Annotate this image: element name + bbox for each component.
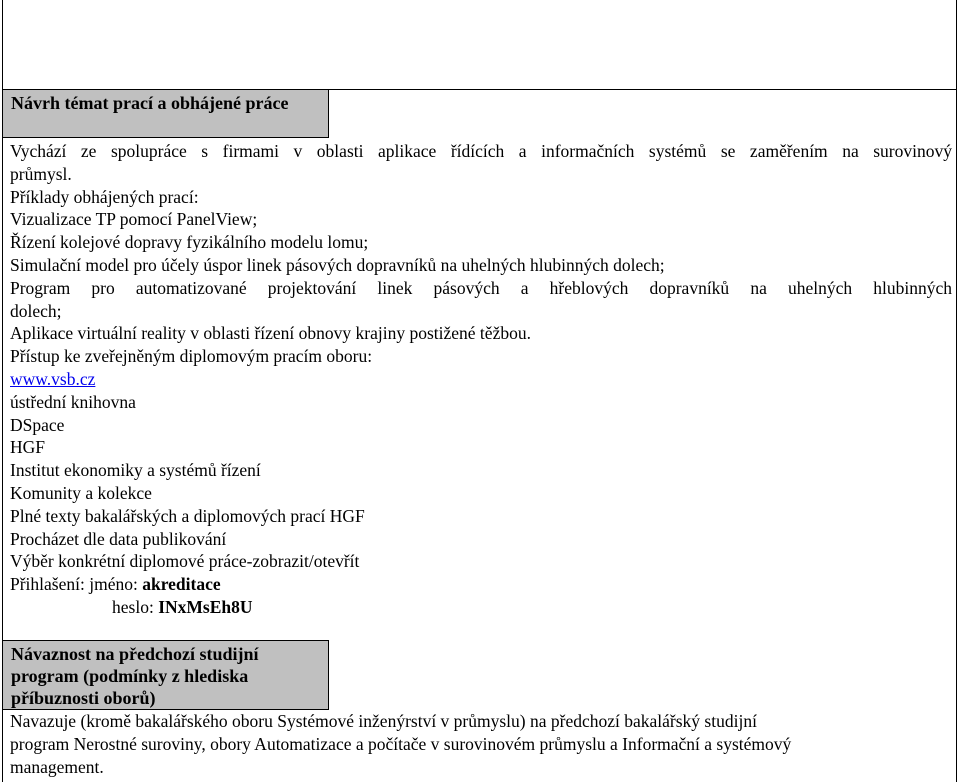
text-line: Program pro automatizované projektování linek pásových a hřeblových dopravníků na uhelných hlubinných xyxy=(10,277,952,298)
path-line: DSpace xyxy=(10,414,65,435)
password-value: INxMsEh8U xyxy=(158,596,253,617)
path-line: HGF xyxy=(10,437,46,458)
empty-top-cell xyxy=(2,0,957,90)
path-line: Procházet dle data publikování xyxy=(10,528,227,549)
password-line xyxy=(10,596,952,619)
path-line: Institut ekonomiky a systémů řízení xyxy=(10,460,261,481)
path-line: ústřední knihovna xyxy=(10,391,136,412)
text-line: Řízení kolejové dopravy fyzikálního modelu lomu; xyxy=(10,232,369,253)
section-body-continuity xyxy=(10,710,952,778)
text-line: Aplikace virtuální reality v oblasti řízení obnovy krajiny postižené těžbou. xyxy=(10,323,531,344)
text-line: dolech; xyxy=(10,300,62,321)
login-line xyxy=(10,573,952,596)
vsb-link[interactable]: www.vsb.cz xyxy=(10,368,96,389)
section-heading-topics: Návrh témat prací a obhájené práce xyxy=(3,90,329,138)
text-line: Navazuje (kromě bakalářského oboru Systémové inženýrství v průmyslu) na předchozí bakalářský studijní xyxy=(10,711,757,731)
section-heading-continuity: Návaznost na předchozí studijní program (podmínky z hlediska příbuznosti oborů) xyxy=(3,640,329,710)
login-label: Přihlašení: jméno: xyxy=(10,574,143,595)
text-line: průmysl. xyxy=(10,163,72,184)
section-body-topics xyxy=(10,140,952,619)
path-line: Plné texty bakalářských a diplomových prací HGF xyxy=(10,505,365,526)
text-line: Vychází ze spolupráce s firmami v oblasti aplikace řídících a informačních systémů se zaměřením na surovinový xyxy=(10,141,952,161)
text-line: Simulační model pro účely úspor linek pásových dopravníků na uhelných hlubinných dolech; xyxy=(10,254,665,275)
text-line: Příklady obhájených prací: xyxy=(10,186,199,207)
path-line: Výběr konkrétní diplomové práce-zobrazit/otevřít xyxy=(10,551,360,572)
path-line: Komunity a kolekce xyxy=(10,482,152,503)
text-line: program Nerostné suroviny, obory Automatizace a počítače v surovinovém průmyslu a Informační a systémový xyxy=(10,733,792,754)
text-line: management. xyxy=(10,756,104,777)
text-line: Přístup ke zveřejněným diplomovým pracím oboru: xyxy=(10,346,373,367)
login-value: akreditace xyxy=(142,574,221,595)
password-label: heslo: xyxy=(112,596,159,617)
text-line: Vizualizace TP pomocí PanelView; xyxy=(10,209,258,230)
